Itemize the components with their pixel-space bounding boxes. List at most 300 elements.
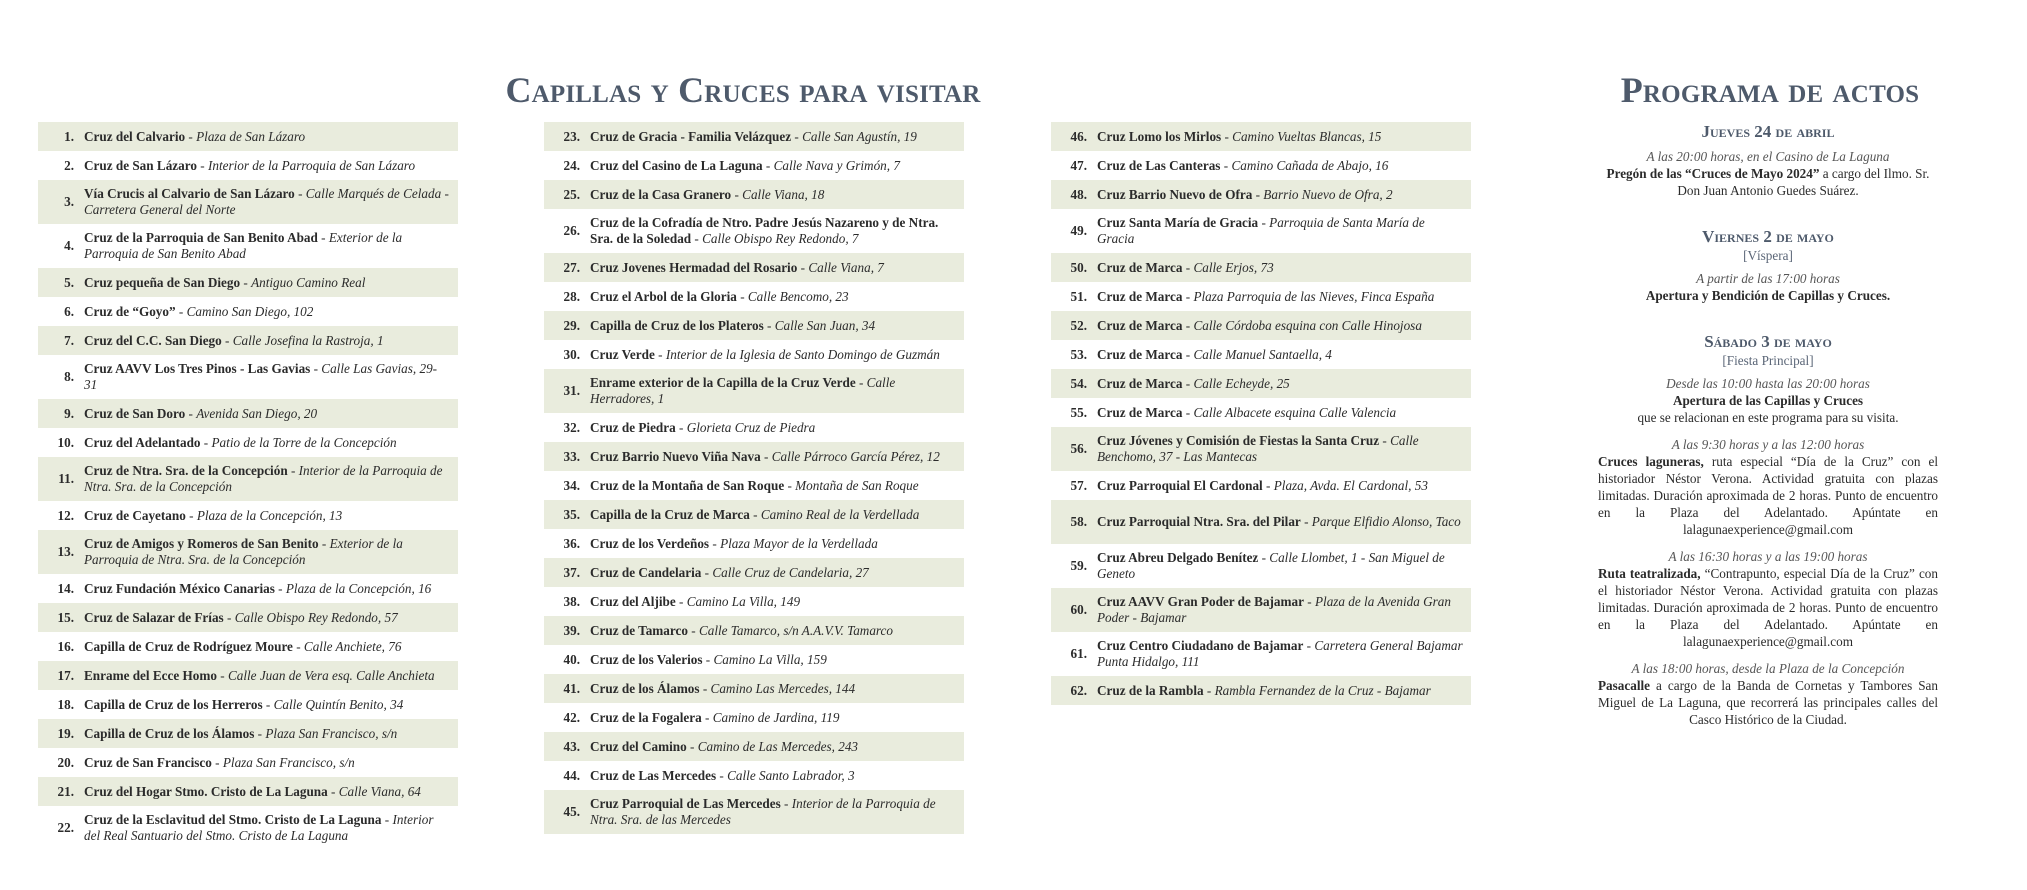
list-item xyxy=(1051,282,1471,311)
item-location: Calle Córdoba esquina con Calle Hinojosa xyxy=(1193,317,1422,333)
item-name: Cruz el Arbol de la Gloria xyxy=(590,288,737,304)
item-location: Calle Benchomo, 37 - Las Mantecas xyxy=(1097,433,1419,464)
programa-section xyxy=(1598,122,1938,728)
item-text xyxy=(590,681,956,697)
item-number: 62. xyxy=(1070,682,1087,698)
item-number: 35. xyxy=(563,506,580,522)
list-item xyxy=(38,180,458,224)
item-name: Cruz de la Esclavitud del Stmo. Cristo de La Laguna xyxy=(84,812,382,827)
item-name: Capilla de Cruz de los Plateros xyxy=(590,317,764,333)
item-location: Camino Cañada de Abajo, 16 xyxy=(1231,157,1389,173)
item-location: Calle Erjos, 73 xyxy=(1193,259,1274,275)
list-item xyxy=(38,501,458,530)
item-separator: - xyxy=(1182,317,1194,333)
item-location: Calle Josefina la Rastroja, 1 xyxy=(232,332,384,348)
item-number: 43. xyxy=(563,738,580,754)
item-separator: - xyxy=(709,535,721,551)
list-item xyxy=(1051,427,1471,471)
item-separator: - xyxy=(240,274,252,290)
list-item xyxy=(38,268,458,297)
item-number: 32. xyxy=(563,419,580,435)
item-name: Cruz de Piedra xyxy=(590,419,676,435)
item-location: Calle Llombet, 1 - San Miguel de Geneto xyxy=(1097,550,1445,581)
viernes-block xyxy=(1598,227,1938,304)
item-name: Capilla de Cruz de Rodríguez Moure xyxy=(84,638,293,654)
item-location: Interior del Real Santuario del Stmo. Cristo de La Laguna xyxy=(84,812,434,843)
item-text xyxy=(84,610,450,626)
item-name: Cruz de Salazar de Frías xyxy=(84,609,224,625)
item-separator: - xyxy=(1182,288,1194,304)
item-number: 55. xyxy=(1070,404,1087,420)
item-number: 40. xyxy=(563,651,580,667)
item-number: 48. xyxy=(1070,186,1087,202)
sabado-rest-3: “Contrapunto, especial Día de la Cruz” con el historiador Néstor Verona. Actividad gratuita con plazas limitadas. Duración aproximada de 2 horas. Punto de encuentro en la Plaza del Adelantado. Apúntate en lalagunaexperience@gmail.com xyxy=(1598,566,1938,649)
item-location: Antiguo Camino Real xyxy=(251,274,366,290)
item-separator: - xyxy=(294,186,306,201)
item-separator: - xyxy=(701,709,713,725)
item-location: Calle Anchiete, 76 xyxy=(303,638,402,654)
item-number: 21. xyxy=(57,783,74,799)
item-location: Patio de la Torre de la Concepción xyxy=(211,434,397,450)
item-name: Cruz de Tamarco xyxy=(590,622,688,638)
item-text xyxy=(84,158,450,174)
item-text xyxy=(590,796,956,828)
item-location: Camino La Villa, 159 xyxy=(713,651,827,667)
item-text xyxy=(590,158,956,174)
list-item xyxy=(1051,588,1471,632)
item-name: Cruz de San Lázaro xyxy=(84,157,197,173)
item-name: Cruz AAVV Los Tres Pinos - Las Gavias xyxy=(84,361,311,376)
item-name: Cruz de la Montaña de San Roque xyxy=(590,477,785,493)
list-item xyxy=(544,732,964,761)
list-item xyxy=(544,558,964,587)
item-text xyxy=(1097,289,1463,305)
item-name: Cruz Barrio Nuevo Viña Nava xyxy=(590,448,761,464)
item-number: 61. xyxy=(1070,646,1087,661)
item-location: Camino La Villa, 149 xyxy=(686,593,801,609)
item-location: Plaza de la Avenida Gran Poder - Bajamar xyxy=(1097,594,1451,625)
item-separator: - xyxy=(1379,433,1391,448)
item-separator: - xyxy=(736,288,748,304)
item-location: Camino Vueltas Blancas, 15 xyxy=(1232,128,1382,144)
item-location: Calle Párroco García Pérez, 12 xyxy=(771,448,940,464)
list-item xyxy=(544,645,964,674)
item-name: Cruz de Marca xyxy=(1097,375,1183,391)
sabado-rest-4: a cargo de la Banda de Cornetas y Tambores San Miguel de La Laguna, que recorrerá las principales calles del Casco Histórico de la Ciudad. xyxy=(1598,678,1938,727)
item-location: Calle Santo Labrador, 3 xyxy=(727,767,855,783)
item-number: 50. xyxy=(1070,259,1087,275)
item-name: Cruz Jóvenes y Comisión de Fiestas la Santa Cruz xyxy=(1097,433,1380,448)
item-text xyxy=(590,710,956,726)
item-text xyxy=(590,652,956,668)
list-item xyxy=(544,413,964,442)
item-text xyxy=(84,333,450,349)
item-text xyxy=(1097,347,1463,363)
item-location: Calle Echeyde, 25 xyxy=(1193,375,1290,391)
item-number: 15. xyxy=(57,609,74,625)
item-location: Rambla Fernandez de la Cruz - Bajamar xyxy=(1214,682,1431,698)
item-name: Enrame del Ecce Homo xyxy=(84,667,217,683)
item-separator: - xyxy=(686,738,698,754)
item-name: Cruz de San Doro xyxy=(84,405,186,421)
item-location: Plaza de la Concepción, 13 xyxy=(196,507,343,523)
item-name: Cruz de Las Canteras xyxy=(1097,157,1221,173)
item-name: Cruz del Hogar Stmo. Cristo de La Laguna xyxy=(84,783,328,799)
sabado-time-4: A las 18:00 horas, desde la Plaza de la Concepción xyxy=(1631,661,1905,676)
item-name: Cruz de Gracia - Familia Velázquez xyxy=(590,128,792,144)
list-item xyxy=(1051,398,1471,427)
sabado-bold-4: Pasacalle xyxy=(1598,678,1651,693)
item-separator: - xyxy=(762,157,774,173)
item-location: Calle Cruz de Candelaria, 27 xyxy=(712,564,869,580)
item-name: Cruz de Candelaria xyxy=(590,564,702,580)
item-name: Capilla de Cruz de los Herreros xyxy=(84,696,263,712)
item-number: 57. xyxy=(1070,477,1087,493)
item-name: Vía Crucis al Calvario de San Lázaro xyxy=(84,186,295,201)
list-item xyxy=(544,703,964,732)
item-separator: - xyxy=(1220,157,1232,173)
list-item xyxy=(1051,340,1471,369)
item-number: 6. xyxy=(64,303,74,319)
item-separator: - xyxy=(1258,550,1270,565)
item-separator: - xyxy=(381,812,393,827)
item-separator: - xyxy=(1182,346,1194,362)
sabado-rest-2: ruta especial “Día de la Cruz” con el historiador Néstor Verona. Actividad gratuita con plazas limitadas. Duración aproximada de 2 horas. Punto de encuentro en la Plaza del Adelantado. Apúntate en lalagunaexperience@gmail.com xyxy=(1598,454,1938,537)
list-item xyxy=(544,587,964,616)
item-number: 4. xyxy=(64,238,74,253)
viernes-time: A partir de las 17:00 horas xyxy=(1696,271,1840,286)
item-location: Calle San Agustín, 19 xyxy=(802,128,917,144)
item-location: Calle Viana, 7 xyxy=(808,259,884,275)
list-item xyxy=(544,790,964,834)
item-number: 22. xyxy=(57,820,74,835)
item-number: 11. xyxy=(58,471,74,486)
sabado-text-2 xyxy=(1598,453,1938,538)
item-separator: - xyxy=(1262,477,1274,493)
list-item xyxy=(1051,544,1471,588)
list-item xyxy=(544,151,964,180)
item-text xyxy=(84,463,450,495)
item-separator: - xyxy=(687,622,699,638)
item-number: 39. xyxy=(563,622,580,638)
item-text xyxy=(84,361,450,393)
list-item xyxy=(1051,151,1471,180)
item-location: Barrio Nuevo de Ofra, 2 xyxy=(1263,186,1393,202)
item-name: Capilla de Cruz de los Álamos xyxy=(84,725,255,741)
item-location: Calle Viana, 64 xyxy=(338,783,421,799)
list-item xyxy=(38,326,458,355)
list-item xyxy=(38,806,458,850)
item-location: Calle Albacete esquina Calle Valencia xyxy=(1193,404,1397,420)
item-separator: - xyxy=(797,259,809,275)
item-number: 14. xyxy=(57,580,74,596)
item-text xyxy=(1097,478,1463,494)
item-number: 47. xyxy=(1070,157,1087,173)
item-number: 27. xyxy=(563,259,580,275)
item-separator: - xyxy=(185,507,197,523)
list-item xyxy=(544,369,964,413)
item-text xyxy=(590,420,956,436)
item-location: Calle Herradores, 1 xyxy=(590,375,896,406)
item-number: 58. xyxy=(1070,514,1087,529)
item-location: Camino Real de la Verdellada xyxy=(760,506,920,522)
item-location: Parroquia de Santa María de Gracia xyxy=(1097,215,1425,246)
list-item xyxy=(38,632,458,661)
item-separator: - xyxy=(292,638,304,654)
item-separator: - xyxy=(784,477,796,493)
jueves-bold: Pregón de las “Cruces de Mayo 2024” xyxy=(1606,166,1820,181)
item-separator: - xyxy=(699,680,711,696)
item-text xyxy=(590,187,956,203)
item-text xyxy=(1097,376,1463,392)
sabado-time-1: Desde las 10:00 hasta las 20:00 horas xyxy=(1666,376,1870,391)
list-item xyxy=(544,180,964,209)
item-number: 56. xyxy=(1070,441,1087,456)
list-item xyxy=(1051,209,1471,253)
item-text xyxy=(1097,638,1463,670)
item-separator: - xyxy=(223,609,235,625)
item-name: Cruz de Las Mercedes xyxy=(590,767,717,783)
sabado-time-2: A las 9:30 horas y a las 12:00 horas xyxy=(1671,437,1865,452)
item-text xyxy=(590,623,956,639)
item-number: 18. xyxy=(57,696,74,712)
item-separator: - xyxy=(1203,682,1215,698)
viernes-sub: [Víspera] xyxy=(1743,248,1793,263)
item-name: Capilla de la Cruz de Marca xyxy=(590,506,750,522)
list-item xyxy=(544,761,964,790)
list-item xyxy=(38,428,458,457)
item-text xyxy=(590,215,956,247)
jueves-rest: a cargo del Ilmo. Sr. Don Juan Antonio Guedes Suárez. xyxy=(1677,166,1930,198)
list-item xyxy=(1051,676,1471,705)
item-name: Cruz del C.C. San Diego xyxy=(84,332,222,348)
jueves-day-heading: Jueves 24 de abril xyxy=(1701,122,1835,141)
list-item xyxy=(1051,500,1471,544)
item-separator: - xyxy=(780,796,792,811)
item-location: Exterior de la Parroquia de Ntra. Sra. de la Concepción xyxy=(84,536,403,567)
item-number: 54. xyxy=(1070,375,1087,391)
item-number: 20. xyxy=(57,754,74,770)
item-location: Camino de Jardina, 119 xyxy=(712,709,840,725)
item-number: 51. xyxy=(1070,288,1087,304)
item-number: 38. xyxy=(563,593,580,609)
item-number: 9. xyxy=(64,405,74,421)
item-location: Camino Las Mercedes, 144 xyxy=(710,680,856,696)
item-separator: - xyxy=(1182,259,1194,275)
item-name: Cruz de San Francisco xyxy=(84,754,212,770)
item-location: Camino de Las Mercedes, 243 xyxy=(697,738,859,754)
item-location: Plaza Parroquia de las Nieves, Finca España xyxy=(1193,288,1435,304)
item-name: Cruz de la Casa Granero xyxy=(590,186,732,202)
item-separator: - xyxy=(1300,514,1312,529)
item-location: Plaza de San Lázaro xyxy=(196,128,306,144)
item-location: Calle Juan de Vera esq. Calle Anchieta xyxy=(227,667,435,683)
item-location: Interior de la Iglesia de Santo Domingo de Guzmán xyxy=(665,346,940,362)
item-text xyxy=(1097,318,1463,334)
item-name: Cruz de la Cofradía de Ntro. Padre Jesús Nazareno y de Ntra. Sra. de la Soledad xyxy=(590,215,939,246)
item-number: 17. xyxy=(57,667,74,683)
item-name: Cruz de Amigos y Romeros de San Benito xyxy=(84,536,319,551)
item-number: 16. xyxy=(57,638,74,654)
item-name: Cruz de Cayetano xyxy=(84,507,186,523)
item-separator: - xyxy=(221,332,233,348)
list-item xyxy=(38,457,458,501)
item-name: Cruz de Marca xyxy=(1097,259,1183,275)
item-text xyxy=(590,318,956,334)
item-name: Cruz Fundación México Canarias xyxy=(84,580,275,596)
list-item xyxy=(1051,369,1471,398)
list-item xyxy=(544,209,964,253)
item-separator: - xyxy=(1258,215,1270,230)
list-item xyxy=(544,674,964,703)
item-number: 45. xyxy=(563,804,580,819)
item-separator: - xyxy=(1252,186,1264,202)
list-item xyxy=(38,777,458,806)
sabado-bold-3: Ruta teatralizada, xyxy=(1598,566,1701,581)
item-number: 49. xyxy=(1070,223,1087,238)
item-name: Cruz Parroquial Ntra. Sra. del Pilar xyxy=(1097,514,1301,529)
item-location: Montaña de San Roque xyxy=(795,477,919,493)
item-separator: - xyxy=(763,317,775,333)
item-location: Interior de la Parroquia de Ntra. Sra. de las Mercedes xyxy=(590,796,936,827)
item-separator: - xyxy=(855,375,867,390)
item-text xyxy=(590,739,956,755)
item-number: 10. xyxy=(57,434,74,450)
item-name: Cruz Parroquial de Las Mercedes xyxy=(590,796,781,811)
item-location: Calle Obispo Rey Redondo, 7 xyxy=(702,231,859,246)
item-text xyxy=(84,697,450,713)
jueves-time: A las 20:00 horas, en el Casino de La Laguna xyxy=(1646,149,1890,164)
item-text xyxy=(1097,594,1463,626)
item-text xyxy=(590,594,956,610)
item-name: Cruz Jovenes Hermadad del Rosario xyxy=(590,259,798,275)
item-text xyxy=(84,536,450,568)
item-number: 53. xyxy=(1070,346,1087,362)
item-separator: - xyxy=(1303,638,1315,653)
list-item xyxy=(544,282,964,311)
sabado-time-3: A las 16:30 horas y a las 19:00 horas xyxy=(1668,549,1868,564)
item-location: Interior de la Parroquia de Ntra. Sra. de la Concepción xyxy=(84,463,443,494)
sabado-text-1: que se relacionan en este programa para su visita. xyxy=(1637,410,1899,425)
item-name: Cruz de Ntra. Sra. de la Concepción xyxy=(84,463,288,478)
item-text xyxy=(84,406,450,422)
item-location: Calle Las Gavias, 29-31 xyxy=(84,361,438,392)
item-separator: - xyxy=(274,580,286,596)
item-number: 36. xyxy=(563,535,580,551)
item-text xyxy=(590,129,956,145)
item-separator: - xyxy=(691,231,703,246)
item-location: Calle Nava y Grimón, 7 xyxy=(773,157,900,173)
list-item xyxy=(1051,253,1471,282)
list-item xyxy=(544,471,964,500)
list-item xyxy=(1051,180,1471,209)
item-text xyxy=(590,289,956,305)
capillas-column-3 xyxy=(1051,122,1471,705)
item-text xyxy=(590,260,956,276)
sabado-day-heading: Sábado 3 de mayo xyxy=(1704,332,1832,351)
item-separator: - xyxy=(701,564,713,580)
item-name: Cruz del Calvario xyxy=(84,128,186,144)
jueves-block xyxy=(1598,122,1938,199)
item-separator: - xyxy=(254,725,266,741)
item-location: Plaza de la Concepción, 16 xyxy=(285,580,432,596)
item-location: Plaza, Avda. El Cardonal, 53 xyxy=(1273,477,1428,493)
item-text xyxy=(84,435,450,451)
item-location: Calle Tamarco, s/n A.A.V.V. Tamarco xyxy=(698,622,893,638)
item-number: 5. xyxy=(64,274,74,290)
item-number: 19. xyxy=(57,725,74,741)
item-name: Cruz Centro Ciudadano de Bajamar xyxy=(1097,638,1304,653)
item-text xyxy=(1097,129,1463,145)
item-text xyxy=(84,668,450,684)
sabado-block xyxy=(1598,332,1938,728)
item-name: Cruz de la Rambla xyxy=(1097,682,1204,698)
item-name: Cruz del Camino xyxy=(590,738,687,754)
item-name: Cruz Abreu Delgado Benítez xyxy=(1097,550,1259,565)
item-separator: - xyxy=(185,128,197,144)
item-number: 60. xyxy=(1070,602,1087,617)
list-item xyxy=(544,500,964,529)
item-separator: - xyxy=(287,463,299,478)
item-separator: - xyxy=(185,405,197,421)
item-separator: - xyxy=(1182,375,1194,391)
list-item xyxy=(38,224,458,268)
item-name: Cruz Verde xyxy=(590,346,655,362)
item-number: 7. xyxy=(64,332,74,348)
list-item xyxy=(1051,122,1471,151)
item-number: 8. xyxy=(64,369,74,384)
item-separator: - xyxy=(200,434,212,450)
item-text xyxy=(590,347,956,363)
item-location: Exterior de la Parroquia de San Benito Abad xyxy=(84,230,403,261)
item-separator: - xyxy=(731,186,743,202)
item-text xyxy=(84,639,450,655)
sabado-text-4 xyxy=(1598,677,1938,728)
list-item xyxy=(38,574,458,603)
programa-title: Programa de actos xyxy=(1620,70,1920,110)
item-separator: - xyxy=(702,651,714,667)
item-number: 13. xyxy=(57,544,74,559)
item-text xyxy=(1097,405,1463,421)
item-separator: - xyxy=(654,346,666,362)
item-text xyxy=(590,768,956,784)
list-item xyxy=(1051,632,1471,676)
item-text xyxy=(84,275,450,291)
item-location: Calle Manuel Santaella, 4 xyxy=(1193,346,1332,362)
item-separator: - xyxy=(318,536,330,551)
item-name: Cruz de Marca xyxy=(1097,317,1183,333)
item-separator: - xyxy=(1182,404,1194,420)
list-item xyxy=(544,340,964,369)
item-separator: - xyxy=(1303,594,1315,609)
item-number: 28. xyxy=(563,288,580,304)
viernes-day-heading: Viernes 2 de mayo xyxy=(1702,227,1834,246)
sabado-bold-2: Cruces laguneras, xyxy=(1598,454,1704,469)
item-number: 52. xyxy=(1070,317,1087,333)
list-item xyxy=(38,297,458,326)
item-number: 24. xyxy=(563,157,580,173)
item-text xyxy=(84,508,450,524)
sabado-bold-1: Apertura de las Capillas y Cruces xyxy=(1672,393,1864,408)
list-item xyxy=(38,748,458,777)
item-text xyxy=(590,478,956,494)
item-name: Cruz de “Goyo” xyxy=(84,303,176,319)
list-item xyxy=(38,603,458,632)
item-number: 44. xyxy=(563,767,580,783)
list-item xyxy=(38,530,458,574)
item-location: Plaza San Francisco, s/n xyxy=(265,725,398,741)
item-separator: - xyxy=(749,506,761,522)
